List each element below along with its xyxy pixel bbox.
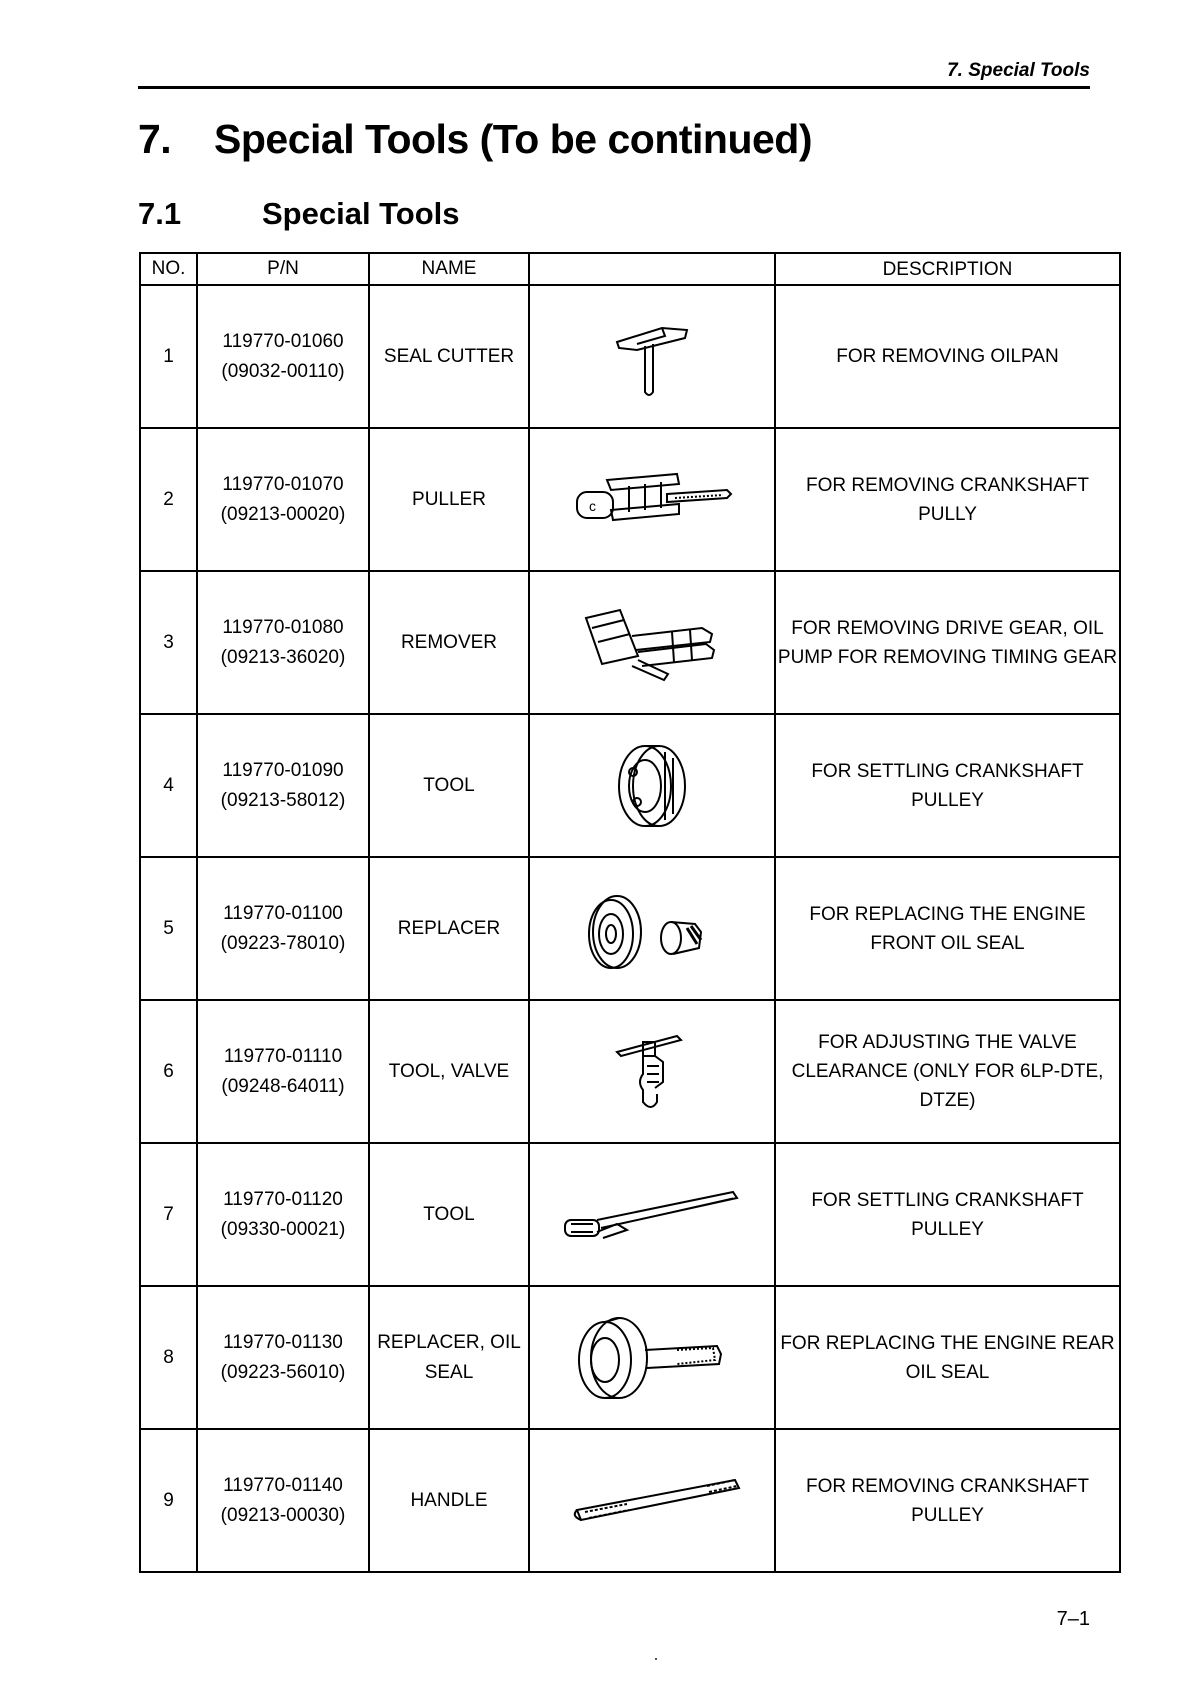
- tool-picture: [529, 1000, 775, 1143]
- tool-picture: [529, 1143, 775, 1286]
- part-number-primary: 119770-01100: [223, 902, 343, 924]
- row-number: 3: [140, 571, 197, 714]
- part-number-primary: 119770-01110: [223, 1045, 343, 1067]
- tool-description: FOR REPLACING THE ENGINE REAR OIL SEAL: [775, 1286, 1120, 1429]
- seal-cutter-icon: [607, 312, 697, 402]
- tool-description: FOR REPLACING THE ENGINE FRONT OIL SEAL: [775, 857, 1120, 1000]
- part-number: [197, 285, 369, 428]
- tool-description: FOR REMOVING CRANKSHAFT PULLEY: [775, 1429, 1120, 1572]
- part-number-primary: 119770-01080: [222, 616, 344, 638]
- row-number: 4: [140, 714, 197, 857]
- running-header: 7. Special Tools: [947, 60, 1090, 81]
- handle-icon: [557, 1466, 747, 1536]
- row-number: 7: [140, 1143, 197, 1286]
- part-number-primary: 119770-01120: [223, 1188, 343, 1210]
- row-number: 1: [140, 285, 197, 428]
- scan-speck: [655, 1658, 657, 1660]
- part-number: [197, 1286, 369, 1429]
- tool-name: SEAL CUTTER: [369, 285, 529, 428]
- column-header-no: NO.: [140, 253, 197, 285]
- part-number: [197, 1000, 369, 1143]
- section-number: 7.1: [138, 196, 182, 231]
- page-number: 7–1: [1056, 1608, 1090, 1630]
- puller-icon: [567, 460, 737, 540]
- tool-picture: [529, 428, 775, 571]
- tool-description: FOR REMOVING CRANKSHAFT PULLY: [775, 428, 1120, 571]
- table-row: [140, 1286, 1120, 1429]
- chapter-title-text: Special Tools (To be continued): [214, 116, 812, 162]
- table-row: [140, 857, 1120, 1000]
- special-tools-table: [139, 252, 1121, 1573]
- tool-description: FOR REMOVING DRIVE GEAR, OIL PUMP FOR REMOVING TIMING GEAR: [775, 571, 1120, 714]
- part-number-alt: (09213-36020): [220, 646, 346, 668]
- table-row: [140, 1429, 1120, 1572]
- tool-name: HANDLE: [369, 1429, 529, 1572]
- remover-icon: [572, 598, 732, 688]
- part-number: [197, 571, 369, 714]
- tool-name: REMOVER: [369, 571, 529, 714]
- tool-name: TOOL: [369, 714, 529, 857]
- tool-name: REPLACER, OIL SEAL: [369, 1286, 529, 1429]
- part-number-alt: (09248-64011): [221, 1075, 345, 1097]
- table-row: [140, 1143, 1120, 1286]
- svg-text:c: c: [589, 497, 596, 514]
- column-header-description: DESCRIPTION: [775, 253, 1120, 285]
- section-title: [138, 196, 460, 232]
- table-row: [140, 285, 1120, 428]
- seal-replacer-icon: [577, 884, 727, 974]
- tool-picture: [529, 857, 775, 1000]
- part-number-alt: (09213-00020): [220, 503, 346, 525]
- tool-description: FOR ADJUSTING THE VALVE CLEARANCE (ONLY FOR 6LP-DTE, DTZE): [775, 1000, 1120, 1143]
- part-number-primary: 119770-01090: [222, 759, 344, 781]
- row-number: 2: [140, 428, 197, 571]
- part-number-primary: 119770-01140: [223, 1474, 343, 1496]
- row-number: 5: [140, 857, 197, 1000]
- chapter-number: 7.: [138, 116, 172, 162]
- tool-picture: [529, 714, 775, 857]
- row-number: 6: [140, 1000, 197, 1143]
- tool-description: FOR SETTLING CRANKSHAFT PULLEY: [775, 714, 1120, 857]
- part-number-primary: 119770-01060: [222, 330, 344, 352]
- tool-picture: [529, 571, 775, 714]
- part-number: [197, 857, 369, 1000]
- table-row: [140, 1000, 1120, 1143]
- part-number-alt: (09213-00030): [220, 1504, 346, 1526]
- part-number: [197, 1429, 369, 1572]
- part-number-alt: (09330-00021): [220, 1218, 346, 1240]
- part-number-alt: (09223-78010): [220, 932, 346, 954]
- header-rule: [138, 86, 1090, 89]
- column-header-image: [529, 253, 775, 285]
- column-header-pn: P/N: [197, 253, 369, 285]
- part-number-alt: (09213-58012): [220, 789, 346, 811]
- chapter-title: [138, 116, 812, 163]
- oil-seal-replacer-icon: [567, 1308, 737, 1408]
- tool-name: REPLACER: [369, 857, 529, 1000]
- part-number-primary: 119770-01070: [222, 473, 344, 495]
- part-number: [197, 1143, 369, 1286]
- pulley-tool-icon: [607, 736, 697, 836]
- part-number-alt: (09223-56010): [220, 1361, 346, 1383]
- tool-description: FOR REMOVING OILPAN: [775, 285, 1120, 428]
- row-number: 8: [140, 1286, 197, 1429]
- table-row: [140, 428, 1120, 571]
- part-number-alt: (09032-00110): [221, 360, 345, 382]
- tool-picture: [529, 1429, 775, 1572]
- tool-name: TOOL: [369, 1143, 529, 1286]
- tool-name: PULLER: [369, 428, 529, 571]
- column-header-name: NAME: [369, 253, 529, 285]
- part-number: [197, 714, 369, 857]
- holder-bar-icon: [557, 1180, 747, 1250]
- tool-description: FOR SETTLING CRANKSHAFT PULLEY: [775, 1143, 1120, 1286]
- tool-picture: [529, 285, 775, 428]
- row-number: 9: [140, 1429, 197, 1572]
- table-row: [140, 714, 1120, 857]
- valve-tool-icon: [607, 1022, 697, 1122]
- part-number: [197, 428, 369, 571]
- table-header-row: [140, 253, 1120, 285]
- part-number-primary: 119770-01130: [223, 1331, 343, 1353]
- section-title-text: Special Tools: [262, 196, 460, 231]
- table-row: [140, 571, 1120, 714]
- tool-picture: [529, 1286, 775, 1429]
- tool-name: TOOL, VALVE: [369, 1000, 529, 1143]
